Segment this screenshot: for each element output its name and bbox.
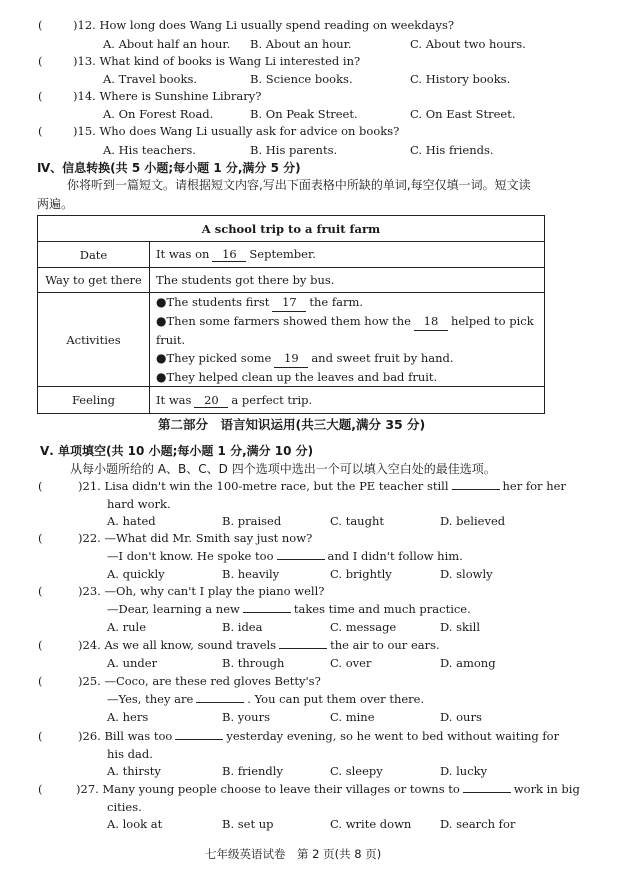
answer-blank[interactable] [175,729,223,740]
answer-bracket[interactable]: ( [38,54,43,68]
option-c: C. His friends. [410,143,494,157]
answer-bracket[interactable]: ( [38,124,43,138]
option-d: D. believed [440,514,506,528]
question-stem-cont: —Dear, learning a new takes time and much practice. [107,602,471,616]
section-4-instruction: 你将听到一篇短文。请根据短文内容,写出下面表格中所缺的单词,每空仅填一词。短文读 [67,178,531,192]
info-table [37,215,545,414]
activity-item: ●They helped clean up the leaves and bad fruit. [156,370,438,384]
option-c: C. History books. [410,72,511,86]
question-stem-cont: —I don't know. He spoke too and I didn't follow him. [107,549,463,563]
bullet-icon: ● [156,370,167,384]
answer-blank[interactable] [463,782,511,793]
option-b: B. through [222,656,285,670]
answer-blank[interactable] [279,638,327,649]
option-c: C. mine [330,710,375,724]
question-stem-cont: —Yes, they are . You can put them over there. [107,692,425,706]
row-content: It was 20 a perfect trip. [150,387,545,414]
answer-blank-19[interactable]: 19 [274,349,308,368]
table-row-feeling [38,387,545,414]
option-b: B. praised [222,514,282,528]
question-stem-cont: hard work. [107,497,171,511]
option-b: B. set up [222,817,274,831]
answer-blank[interactable] [277,549,325,560]
answer-bracket[interactable]: ( [38,782,43,796]
option-b: B. friendly [222,764,283,778]
option-b: B. His parents. [250,143,338,157]
option-a: A. thirsty [107,764,161,778]
answer-blank[interactable] [243,602,291,613]
question-stem: )24. As we all know, sound travels the air to our ears. [78,638,440,652]
option-c: C. sleepy [330,764,383,778]
option-a: A. rule [107,620,147,634]
option-c: C. over [330,656,372,670]
question-stem: )22. —What did Mr. Smith say just now? [78,531,313,545]
answer-blank[interactable] [196,692,244,703]
bullet-icon: ● [156,295,167,309]
question-stem: )26. Bill was too yesterday evening, so he went to bed without waiting for [78,729,560,743]
question-stem-cont: cities. [107,800,142,814]
option-a: A. On Forest Road. [103,107,214,121]
table-row-way [38,268,545,293]
row-label: Way to get there [38,268,150,293]
section-4-heading: Ⅳ、信息转换(共 5 小题;每小题 1 分,满分 5 分) [37,161,301,175]
option-b: B. Science books. [250,72,353,86]
section-5-instruction: 从每小题所给的 A、B、C、D 四个选项中选出一个可以填入空白处的最佳选项。 [70,462,496,476]
option-d: D. search for [440,817,516,831]
answer-bracket[interactable]: ( [38,89,43,103]
option-b: B. heavily [222,567,280,581]
answer-bracket[interactable]: ( [38,674,43,688]
table-title: A school trip to a fruit farm [38,216,545,242]
section-5-heading: Ⅴ. 单项填空(共 10 小题;每小题 1 分,满分 10 分) [40,444,314,458]
section-4-instruction-cont: 两遍。 [37,197,74,211]
option-c: C. On East Street. [410,107,516,121]
option-c: C. write down [330,817,412,831]
row-content [150,293,545,387]
option-a: A. quickly [107,567,165,581]
question-stem: )12. How long does Wang Li usually spend reading on weekdays? [73,18,455,32]
question-stem: )25. —Coco, are these red gloves Betty's? [78,674,321,688]
option-b: B. About an hour. [250,37,352,51]
option-b: B. idea [222,620,263,634]
answer-bracket[interactable]: ( [38,479,43,493]
question-stem: )27. Many young people choose to leave their villages or towns to work in big [76,782,580,796]
option-d: D. ours [440,710,482,724]
answer-bracket[interactable]: ( [38,729,43,743]
row-label: Date [38,242,150,268]
row-content: It was on 16 September. [150,242,545,268]
row-label: Activities [38,293,150,387]
activity-item: ●The students first 17 the farm. [156,293,538,312]
option-c: C. About two hours. [410,37,526,51]
part-2-heading: 第二部分 语言知识运用(共三大题,满分 35 分) [158,417,426,432]
answer-bracket[interactable]: ( [38,584,43,598]
option-c: C. brightly [330,567,392,581]
option-c: C. taught [330,514,384,528]
question-stem: )14. Where is Sunshine Library? [73,89,262,103]
page-footer: 七年级英语试卷 第 2 页(共 8 页) [205,847,382,861]
question-stem: )15. Who does Wang Li usually ask for advice on books? [73,124,400,138]
row-content: The students got there by bus. [150,268,545,293]
activity-item: ●Then some farmers showed them how the 18 helped to pick fruit. [156,314,534,347]
question-stem-cont: his dad. [107,747,153,761]
bullet-icon: ● [156,351,167,365]
activity-item: ●They picked some 19 and sweet fruit by hand. [156,349,538,368]
question-stem: )23. —Oh, why can't I play the piano well? [78,584,325,598]
answer-bracket[interactable]: ( [38,18,43,32]
option-a: A. Travel books. [103,72,198,86]
option-d: D. lucky [440,764,488,778]
question-stem: )13. What kind of books is Wang Li interested in? [73,54,361,68]
option-a: A. look at [107,817,163,831]
option-a: A. under [107,656,158,670]
option-c: C. message [330,620,397,634]
table-row-date [38,242,545,268]
option-d: D. slowly [440,567,493,581]
answer-blank-18[interactable]: 18 [414,312,448,331]
option-a: A. About half an hour. [103,37,231,51]
option-a: A. hers [107,710,149,724]
option-b: B. yours [222,710,270,724]
option-a: A. His teachers. [103,143,196,157]
option-d: D. among [440,656,496,670]
bullet-icon: ● [156,314,167,328]
answer-blank-16[interactable]: 16 [212,247,246,262]
answer-blank[interactable] [452,479,500,490]
table-row-activities [38,293,545,387]
row-label: Feeling [38,387,150,414]
option-a: A. hated [107,514,156,528]
question-stem: )21. Lisa didn't win the 100-metre race, but the PE teacher still her for her [78,479,566,493]
option-b: B. On Peak Street. [250,107,358,121]
answer-bracket[interactable]: ( [38,531,43,545]
answer-blank-20[interactable]: 20 [194,393,228,408]
option-d: D. skill [440,620,481,634]
answer-bracket[interactable]: ( [38,638,43,652]
answer-blank-17[interactable]: 17 [272,293,306,312]
